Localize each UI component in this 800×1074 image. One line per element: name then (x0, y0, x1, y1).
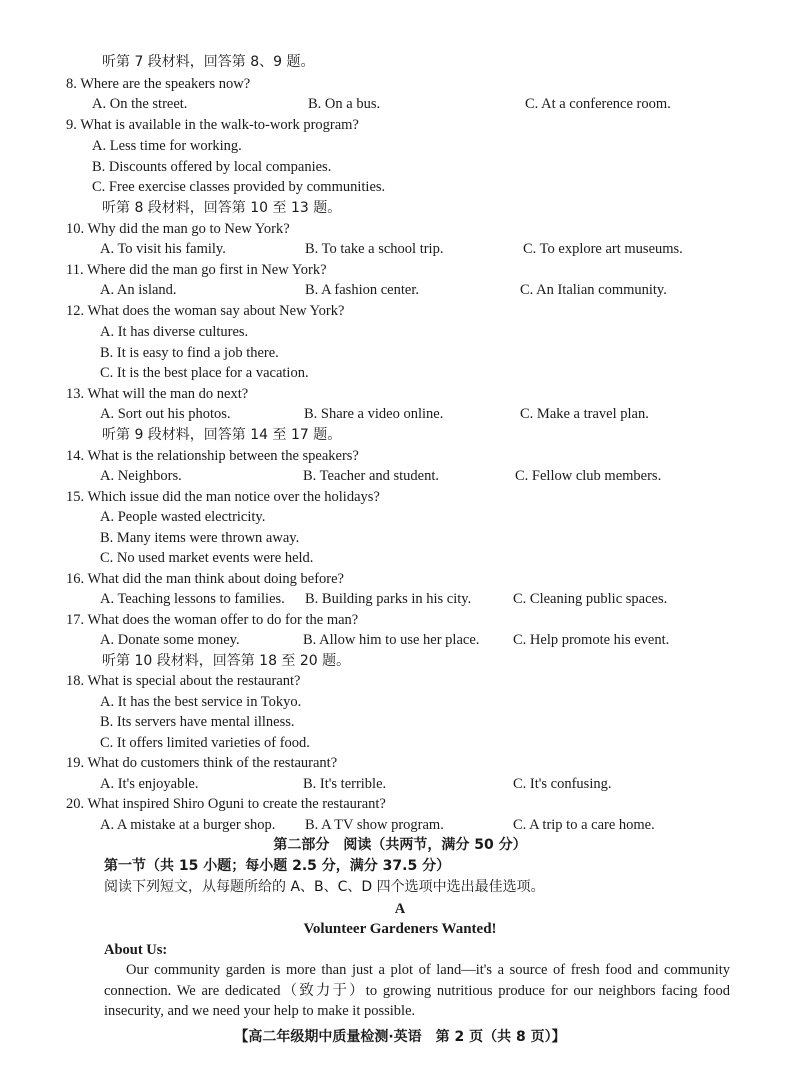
question-16 (66, 570, 344, 588)
option-b: B. On a bus. (308, 96, 381, 112)
about-text: Our community garden is more than just a plot of land—it's a source of fresh food and community connection. We are dedicated（致力于）to growing nutritious produce for our neighbors facing food insecurity, and we need your help to make it possible. (104, 962, 730, 1019)
option-a: A. Donate some money. (100, 632, 240, 648)
question-text: What does the woman offer to do for the man? (87, 612, 359, 628)
passage-letter: A (394, 901, 406, 917)
option-a: A. Neighbors. (100, 468, 182, 484)
instruction-text: 阅读下列短文，从每题所给的 A、B、C、D 四个选项中选出最佳选项。 (104, 879, 545, 895)
question-text: What does the woman say about New York? (87, 303, 345, 319)
option-b: B. Building parks in his city. (305, 591, 472, 607)
option-a: A. Sort out his photos. (100, 406, 231, 422)
question-text: Where are the speakers now? (80, 76, 251, 92)
question-number: 18. (66, 673, 85, 689)
option-a: A. On the street. (92, 96, 188, 112)
question-20 (66, 795, 386, 813)
option-b: B. Teacher and student. (303, 468, 440, 484)
question-number: 14. (66, 448, 85, 464)
option-a: A. An island. (100, 282, 177, 298)
question-number: 11. (66, 262, 84, 278)
option-a: A. It has the best service in Tokyo. (100, 694, 302, 710)
question-number: 15. (66, 489, 85, 505)
option-a: A. Teaching lessons to families. (100, 591, 285, 607)
question-text: Where did the man go first in New York? (86, 262, 327, 278)
question-text: What will the man do next? (87, 386, 249, 402)
option-b: B. Share a video online. (304, 406, 444, 422)
option-c: C. Free exercise classes provided by communities. (92, 179, 386, 195)
question-14 (66, 447, 359, 465)
about-paragraph (104, 960, 730, 1022)
section-header-9: 听第 9 段材料，回答第 14 至 17 题。 (102, 427, 342, 443)
option-b: B. It's terrible. (303, 776, 387, 792)
question-text: What is special about the restaurant? (87, 673, 301, 689)
question-text: What is the relationship between the speakers? (87, 448, 359, 464)
page-footer: 【高二年级期中质量检测·英语 第 2 页（共 8 页）】 (234, 1029, 566, 1045)
option-c: C. To explore art museums. (523, 241, 683, 257)
section-header-10: 听第 10 段材料，回答第 18 至 20 题。 (102, 653, 351, 669)
question-13 (66, 385, 248, 403)
question-number: 20. (66, 796, 85, 812)
section1-heading: 第一节（共 15 小题；每小题 2.5 分，满分 37.5 分） (104, 858, 451, 874)
option-a: A. People wasted electricity. (100, 509, 266, 525)
option-c: C. Cleaning public spaces. (513, 591, 668, 607)
option-c: C. A trip to a care home. (513, 817, 655, 833)
option-c: C. No used market events were held. (100, 550, 314, 566)
question-number: 8. (66, 76, 77, 92)
question-number: 17. (66, 612, 85, 628)
option-c: C. At a conference room. (525, 96, 671, 112)
question-18 (66, 672, 300, 690)
option-a: A. To visit his family. (100, 241, 226, 257)
question-text: What is available in the walk-to-work program? (80, 117, 359, 133)
option-c: C. It offers limited varieties of food. (100, 735, 310, 751)
section-header-7: 听第 7 段材料，回答第 8、9 题。 (102, 54, 315, 70)
option-c: C. An Italian community. (520, 282, 667, 298)
option-c: C. It's confusing. (513, 776, 612, 792)
question-12 (66, 302, 344, 320)
option-a: A. It's enjoyable. (100, 776, 199, 792)
question-text: Why did the man go to New York? (87, 221, 290, 237)
question-15 (66, 488, 380, 506)
option-c: C. Help promote his event. (513, 632, 670, 648)
option-b: B. A TV show program. (305, 817, 444, 833)
about-heading: About Us: (104, 942, 168, 958)
option-b: B. Many items were thrown away. (100, 530, 300, 546)
option-b: B. A fashion center. (305, 282, 419, 298)
option-a: A. It has diverse cultures. (100, 324, 249, 340)
question-number: 12. (66, 303, 85, 319)
question-number: 13. (66, 386, 85, 402)
question-number: 16. (66, 571, 85, 587)
question-text: What do customers think of the restaurant? (87, 755, 338, 771)
passage-title: Volunteer Gardeners Wanted! (303, 921, 497, 937)
option-a: A. Less time for working. (92, 138, 242, 154)
part2-title: 第二部分 阅读（共两节，满分 50 分） (273, 837, 527, 853)
question-text: What did the man think about doing before? (87, 571, 344, 587)
option-b: B. To take a school trip. (305, 241, 444, 257)
option-c: C. Fellow club members. (515, 468, 662, 484)
question-number: 19. (66, 755, 85, 771)
question-10 (66, 220, 290, 238)
option-b: B. It is easy to find a job there. (100, 345, 279, 361)
question-11 (66, 261, 327, 279)
option-c: C. It is the best place for a vacation. (100, 365, 309, 381)
option-c: C. Make a travel plan. (520, 406, 649, 422)
option-b: B. Its servers have mental illness. (100, 714, 295, 730)
question-number: 10. (66, 221, 85, 237)
question-text: What inspired Shiro Oguni to create the restaurant? (87, 796, 386, 812)
question-17 (66, 611, 358, 629)
question-19 (66, 754, 337, 772)
section-header-8: 听第 8 段材料，回答第 10 至 13 题。 (102, 200, 342, 216)
question-number: 9. (66, 117, 77, 133)
option-b: B. Discounts offered by local companies. (92, 159, 332, 175)
question-text: Which issue did the man notice over the holidays? (87, 489, 380, 505)
question-9 (66, 116, 359, 134)
option-b: B. Allow him to use her place. (303, 632, 480, 648)
option-a: A. A mistake at a burger shop. (100, 817, 276, 833)
question-8 (66, 75, 250, 93)
